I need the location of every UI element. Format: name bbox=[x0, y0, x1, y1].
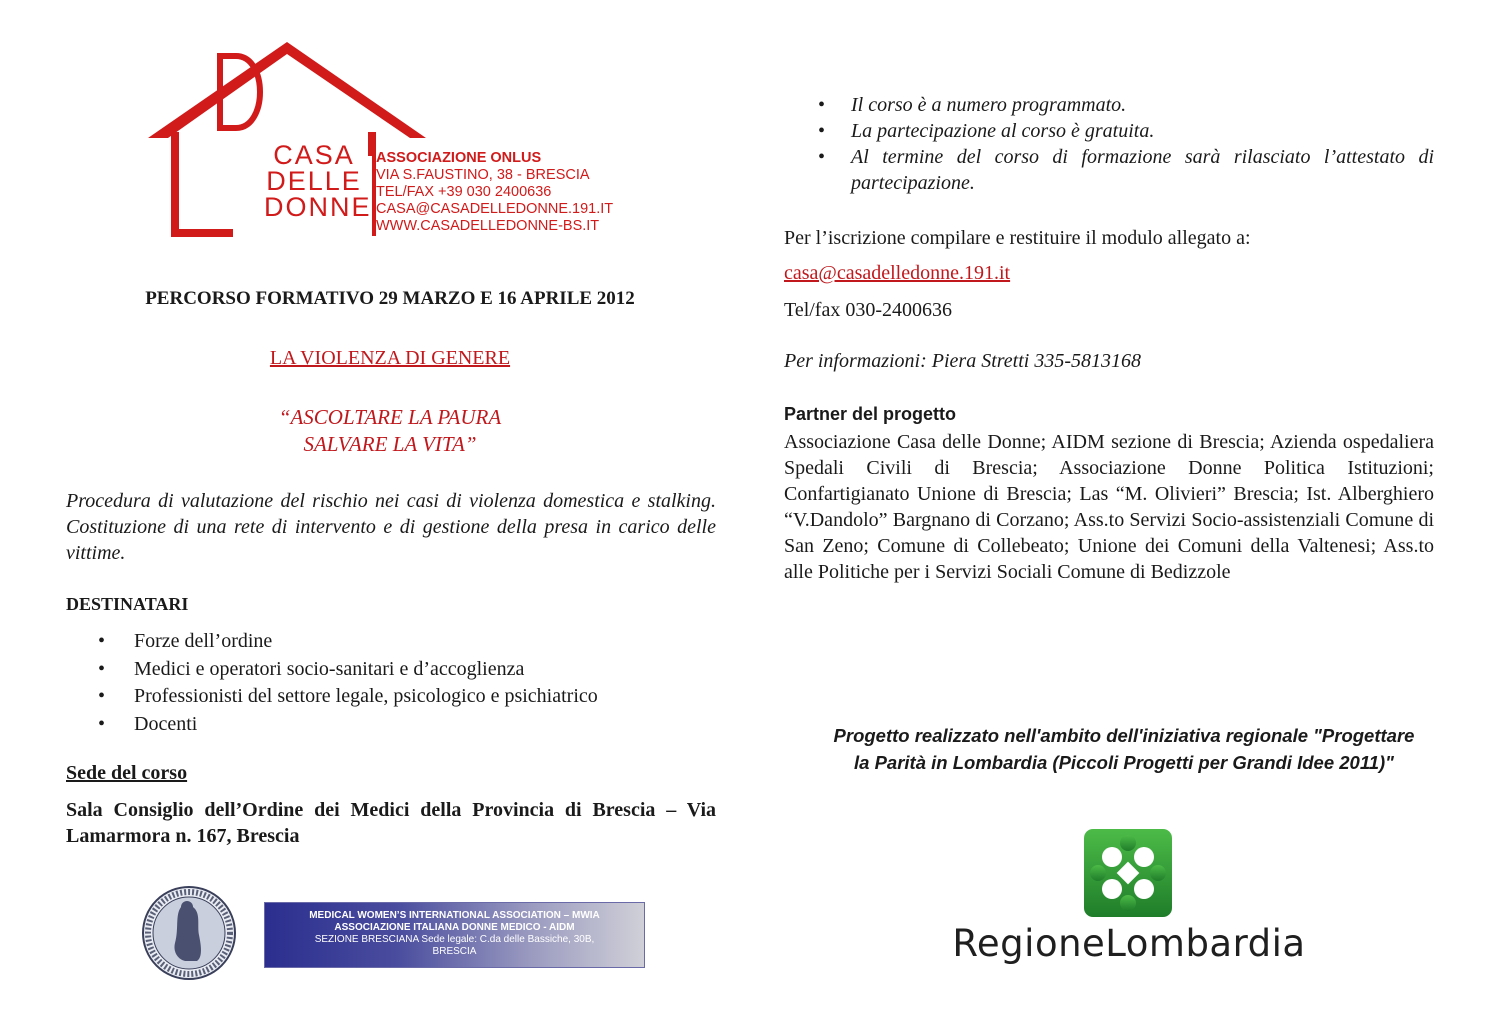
list-item bbox=[98, 656, 598, 684]
mwia-line: ASSOCIAZIONE ITALIANA DONNE MEDICO - AIDM bbox=[334, 922, 575, 933]
list-item bbox=[98, 628, 598, 656]
mwia-line: MEDICAL WOMEN’S INTERNATIONAL ASSOCIATION – MWIA bbox=[309, 910, 600, 921]
list-item-text: Medici e operatori socio-sanitari e d’accoglienza bbox=[134, 657, 525, 680]
list-item-text: La partecipazione al corso è gratuita. bbox=[851, 120, 1155, 142]
regione-lombardia-logo-icon bbox=[1084, 829, 1172, 917]
list-item-text: Il corso è a numero programmato. bbox=[851, 94, 1127, 116]
bullet-icon: • bbox=[98, 630, 106, 652]
mwia-line: BRESCIA bbox=[432, 946, 477, 957]
logo-name bbox=[264, 140, 372, 222]
course-heading: PERCORSO FORMATIVO 29 MARZO E 16 APRILE 2012 bbox=[145, 288, 635, 309]
quote-line: SALVARE LA VITA” bbox=[303, 432, 477, 456]
partner-heading: Partner del progetto bbox=[784, 404, 957, 424]
list-item-text: Docenti bbox=[134, 712, 198, 735]
email-link[interactable]: casa@casadelledonne.191.it bbox=[784, 262, 1011, 284]
course-info-list bbox=[818, 92, 1434, 196]
logo-info-line: ASSOCIAZIONE ONLUS bbox=[376, 150, 542, 166]
destinatari-list bbox=[98, 628, 598, 738]
course-subheading: LA VIOLENZA DI GENERE bbox=[269, 347, 511, 369]
list-item bbox=[818, 118, 1434, 144]
progetto-line: Progetto realizzato nell'ambito dell'iniziativa regionale "Progettare bbox=[833, 725, 1415, 746]
ordine-medici-seal-icon bbox=[141, 885, 237, 981]
bullet-icon: • bbox=[98, 712, 106, 735]
bullet-icon: • bbox=[818, 94, 826, 116]
list-item-text: Professionisti del settore legale, psicologico e psichiatrico bbox=[134, 685, 598, 707]
mwia-banner bbox=[264, 902, 645, 968]
course-quote bbox=[60, 404, 720, 458]
logo-info-line: WWW.CASADELLEDONNE-BS.IT bbox=[376, 218, 600, 234]
logo-info-line: CASA@CASADELLEDONNE.191.IT bbox=[376, 201, 614, 217]
casa-delle-donne-logo bbox=[140, 38, 660, 243]
list-item bbox=[818, 144, 1434, 196]
sede-heading: Sede del corso bbox=[66, 762, 188, 784]
course-description: Procedura di valutazione del rischio nei casi di violenza domestica e stalking. Costituzione di una rete di intervento e di gestione della presa in carico delle vittime. bbox=[66, 490, 716, 564]
logo-info-line: VIA S.FAUSTINO, 38 - BRESCIA bbox=[376, 167, 590, 183]
bullet-icon: • bbox=[818, 120, 826, 142]
progetto-line: la Parità in Lombardia (Piccoli Progetti per Grandi Idee 2011)" bbox=[854, 752, 1394, 773]
logo-name-line: CASA bbox=[273, 140, 355, 170]
bullet-icon: • bbox=[98, 685, 106, 707]
bullet-icon: • bbox=[98, 657, 106, 680]
logo-info-line: TEL/FAX +39 030 2400636 bbox=[376, 184, 552, 200]
destinatari-heading: DESTINATARI bbox=[66, 594, 189, 614]
bullet-icon: • bbox=[818, 146, 826, 168]
list-item bbox=[818, 92, 1434, 118]
iscrizione-text: Per l’iscrizione compilare e restituire il modulo allegato a: bbox=[784, 227, 1251, 249]
regione-lombardia-name: RegioneLombardia bbox=[952, 922, 1306, 965]
progetto-note bbox=[774, 722, 1474, 776]
quote-line: “ASCOLTARE LA PAURA bbox=[278, 405, 502, 429]
mwia-line: SEZIONE BRESCIANA Sede legale: C.da delle Bassiche, 30B, bbox=[314, 934, 595, 945]
info-contact: Per informazioni: Piera Stretti 335-5813168 bbox=[784, 350, 1142, 372]
list-item-text: Al termine del corso di formazione sarà rilasciato l’attestato di partecipazione. bbox=[851, 146, 1434, 194]
sede-address: Sala Consiglio dell’Ordine dei Medici della Provincia di Brescia – Via Lamarmora n. 167, Brescia bbox=[66, 799, 716, 847]
tel-fax: Tel/fax 030-2400636 bbox=[784, 299, 953, 321]
partner-text: Associazione Casa delle Donne; AIDM sezione di Brescia; Azienda ospedaliera Spedali Civili di Brescia; Associazione Donne Politica Istituzioni; Confartigianato Unione di Brescia; Las “M. Olivieri” Brescia; Ist. Alberghiero “V.Dandolo” Bargnano di Corzano; Ass.to Servizi Socio-assistenziali Comune di San Zeno; Comune di Collebeato; Unione dei Comuni della Valtenesi; Ass.to alle Politiche per i Servizi Sociali Comune di Bedizzole bbox=[784, 431, 1434, 583]
list-item-text: Forze dell’ordine bbox=[134, 630, 273, 652]
list-item bbox=[98, 711, 598, 739]
logo-info bbox=[376, 150, 613, 235]
right-column bbox=[760, 0, 1500, 1026]
list-item bbox=[98, 683, 598, 711]
logo-name-line: DELLE bbox=[266, 166, 362, 196]
logo-name-line: DONNE bbox=[264, 192, 372, 222]
